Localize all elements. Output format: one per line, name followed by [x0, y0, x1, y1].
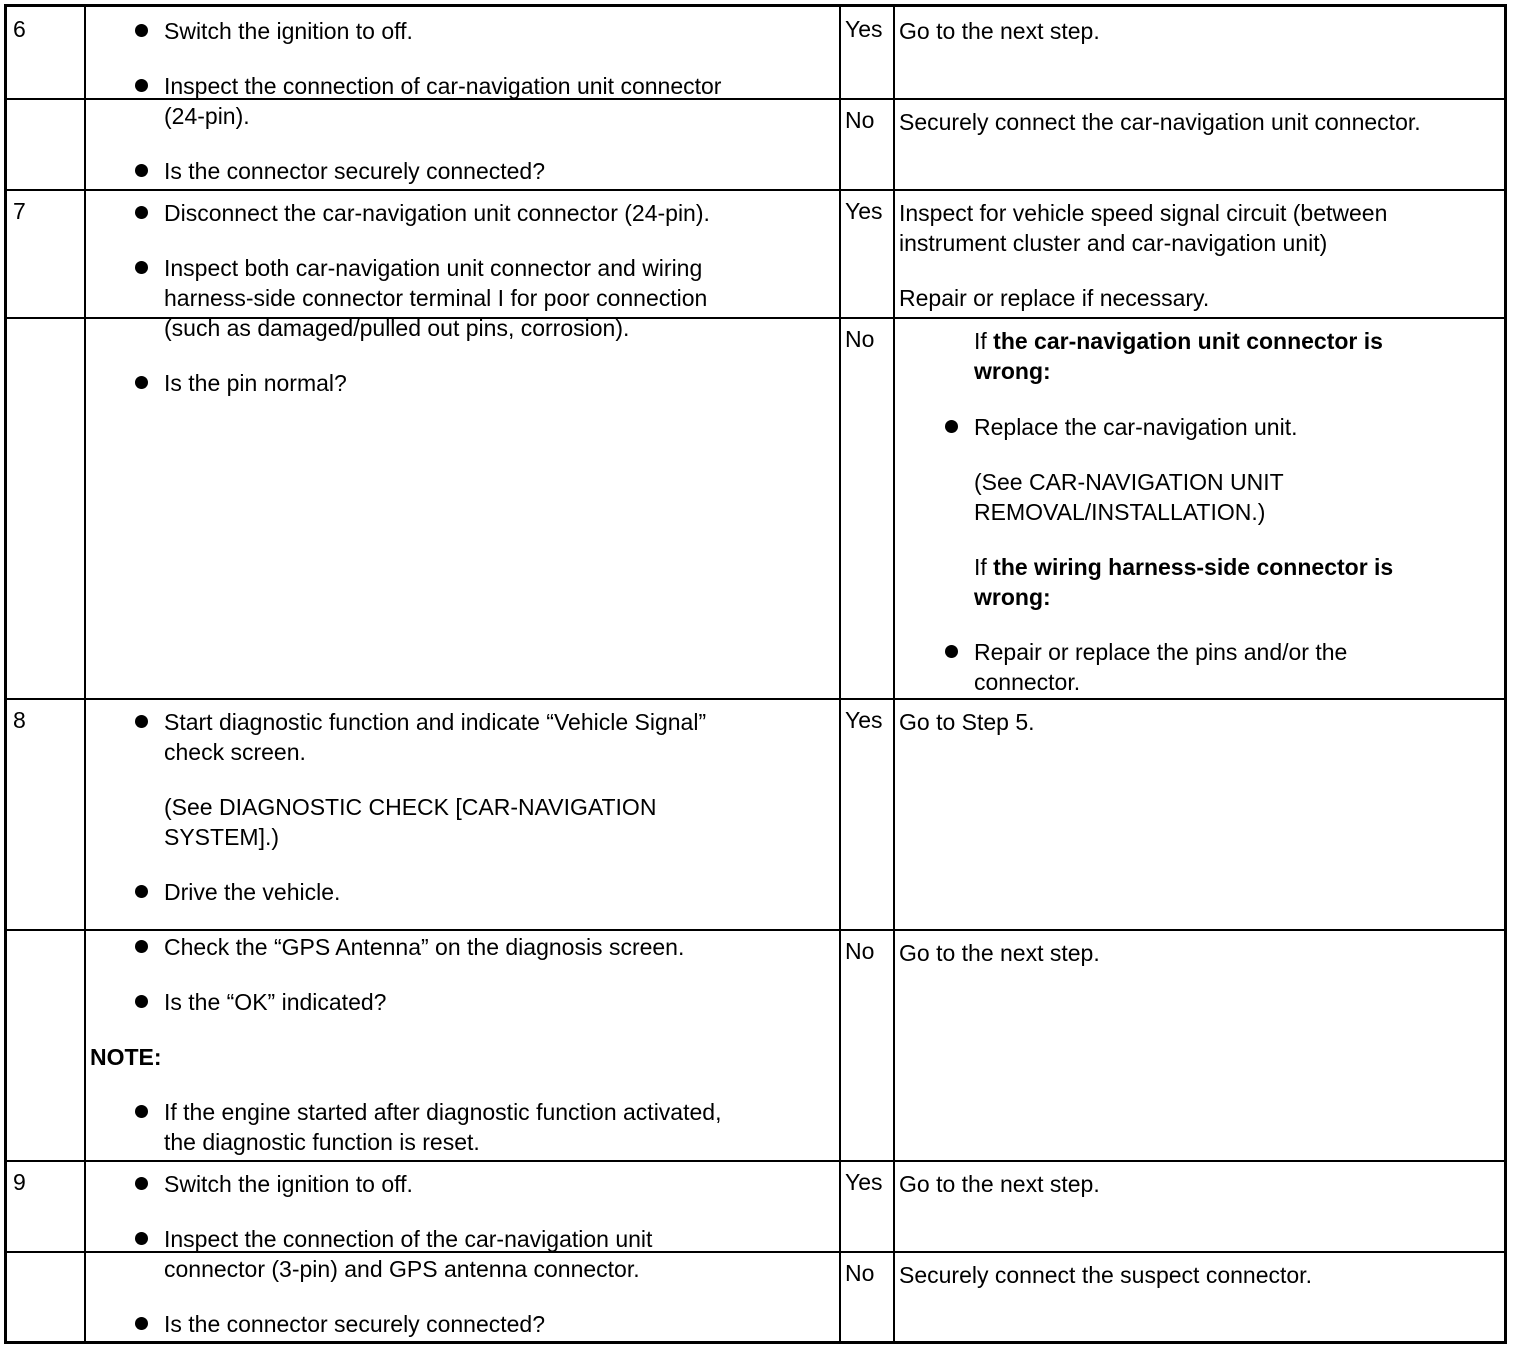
step-number: 9 — [13, 1169, 26, 1195]
inspection-item: Inspect the connection of the car-navigation unit connector (3-pin) and GPS antenna connector. — [164, 1226, 653, 1282]
inspection-item: Is the connector securely connected? — [164, 158, 546, 184]
inspection-item: Switch the ignition to off. — [164, 18, 413, 44]
no-action: Go to the next step. — [899, 940, 1100, 966]
inspection-item: Is the “OK” indicated? — [164, 989, 387, 1015]
yes-label: Yes — [845, 1169, 883, 1195]
table-row-step-8 — [7, 698, 1504, 1162]
inspection-item: Start diagnostic function and indicate “Vehicle Signal” check screen. — [164, 709, 707, 765]
result-no — [7, 1251, 1504, 1341]
inspection-item: Inspect both car-navigation unit connector and wiring harness-side connector terminal I for poor connection (such as damaged/pulled out pins, corrosion). — [164, 255, 708, 341]
result-yes — [7, 1160, 1504, 1253]
bullet-icon — [945, 420, 958, 433]
inspection-item: Inspect the connection of car-navigation unit connector (24-pin). — [164, 73, 722, 129]
diagnostic-procedure-table — [4, 4, 1507, 1344]
yes-action: Go to Step 5. — [899, 709, 1035, 735]
note-label: NOTE: — [90, 1044, 162, 1070]
no-label: No — [845, 107, 875, 133]
reference-text: (See DIAGNOSTIC CHECK [CAR-NAVIGATION SYSTEM].) — [164, 794, 657, 850]
inspection-item: Switch the ignition to off. — [164, 1171, 413, 1197]
yes-label: Yes — [845, 16, 883, 42]
yes-label: Yes — [845, 707, 883, 733]
result-no — [7, 317, 1504, 698]
no-label: No — [845, 1260, 875, 1286]
condition-heading: If the car-navigation unit connector is wrong: — [974, 328, 1383, 384]
no-action: Repair or replace the pins and/or the connector. — [974, 639, 1348, 695]
no-label: No — [845, 326, 875, 352]
step-number: 8 — [13, 707, 26, 733]
yes-action: Go to the next step. — [899, 18, 1100, 44]
no-action: Securely connect the car-navigation unit connector. — [899, 109, 1421, 135]
step-number: 6 — [13, 16, 26, 42]
result-yes — [7, 189, 1504, 319]
bullet-icon — [945, 645, 958, 658]
result-no — [7, 98, 1504, 189]
reference-text: (See CAR-NAVIGATION UNIT REMOVAL/INSTALLATION.) — [974, 469, 1284, 525]
inspection-item: Is the pin normal? — [164, 370, 347, 396]
table-row-step-6 — [7, 7, 1504, 191]
condition-heading: If the wiring harness-side connector is wrong: — [974, 554, 1394, 610]
no-action: Securely connect the suspect connector. — [899, 1262, 1312, 1288]
table-row-step-9 — [7, 1160, 1504, 1341]
no-action: Replace the car-navigation unit. — [974, 414, 1298, 440]
inspection-item: Is the connector securely connected? — [164, 1311, 546, 1337]
no-label: No — [845, 938, 875, 964]
step-number: 7 — [13, 198, 26, 224]
yes-label: Yes — [845, 198, 883, 224]
note-text: If the engine started after diagnostic function activated, the diagnostic function is reset. — [164, 1099, 722, 1155]
yes-action: Inspect for vehicle speed signal circuit (between instrument cluster and car-navigation unit) — [899, 200, 1388, 256]
result-yes — [7, 7, 1504, 100]
table-row-step-7 — [7, 189, 1504, 700]
result-no — [7, 929, 1504, 1160]
yes-action-repair: Repair or replace if necessary. — [899, 285, 1210, 311]
yes-action: Go to the next step. — [899, 1171, 1100, 1197]
result-yes — [7, 698, 1504, 931]
inspection-item: Check the “GPS Antenna” on the diagnosis screen. — [164, 934, 685, 960]
inspection-item: Disconnect the car-navigation unit connector (24-pin). — [164, 200, 710, 226]
inspection-item: Drive the vehicle. — [164, 879, 341, 905]
